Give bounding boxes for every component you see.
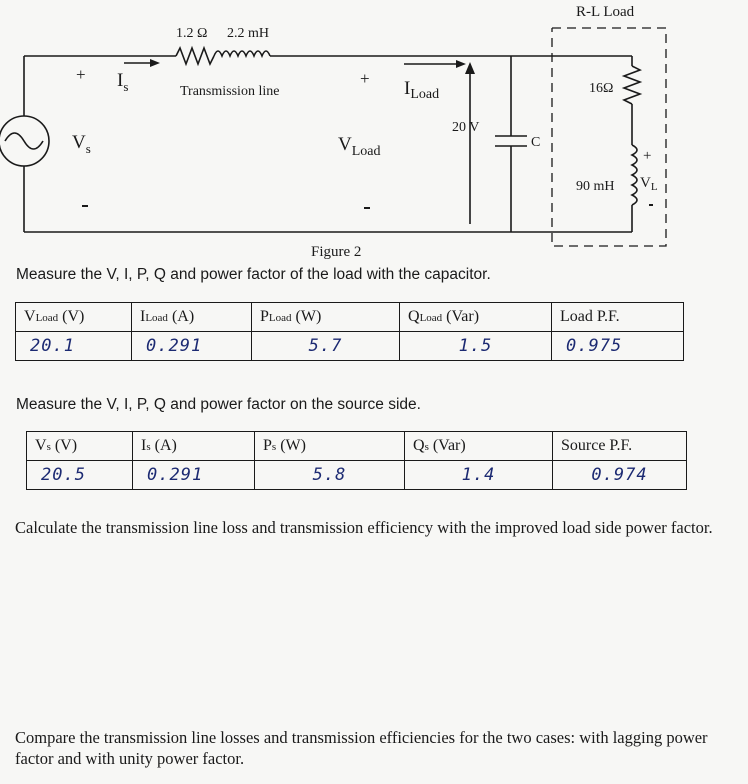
capacitor-label: C <box>531 135 541 150</box>
line-inductance-label: 2.2 mH <box>227 26 269 41</box>
header-p-load: PLoad (W) <box>252 303 400 332</box>
header-i-load: ILoad (A) <box>132 303 252 332</box>
value-q-s: 1.4 <box>405 461 553 490</box>
value-q-load: 1.5 <box>400 332 552 361</box>
header-q-load: QLoad (Var) <box>400 303 552 332</box>
header-q-s: Qs (Var) <box>405 432 553 461</box>
header-source-pf: Source P.F. <box>553 432 687 461</box>
load-inductance-label: 90 mH <box>576 179 615 194</box>
load-current-label: $I_{Load}$ <box>404 78 440 102</box>
source-table-header-row <box>27 432 687 461</box>
value-p-load: 5.7 <box>252 332 400 361</box>
source-voltage-label: $V_s$ <box>72 132 91 156</box>
header-p-s: Ps (W) <box>255 432 405 461</box>
source-plus: + <box>76 65 86 84</box>
load-table-header-row <box>16 303 684 332</box>
source-measure-instruction: Measure the V, I, P, Q and power factor on the source side. <box>16 396 421 413</box>
value-v-s: 20.5 <box>27 461 133 490</box>
value-source-pf: 0.974 <box>553 461 687 490</box>
load-voltage-label: $V_{Load}$ <box>338 134 381 159</box>
load-resistance-label: 16Ω <box>589 81 614 96</box>
header-v-s: Vs (V) <box>27 432 133 461</box>
header-i-s: Is (A) <box>133 432 255 461</box>
line-resistance-label: 1.2 Ω <box>176 26 208 41</box>
capacitor-voltage-label: 20 V <box>452 120 480 135</box>
vl-label: $V_L$ <box>640 175 658 193</box>
value-p-s: 5.8 <box>255 461 405 490</box>
value-i-s: 0.291 <box>133 461 255 490</box>
header-load-pf: Load P.F. <box>552 303 684 332</box>
source-current-label: $I_s$ <box>117 70 129 94</box>
line-inductor <box>214 51 270 56</box>
compare-question: Compare the transmission line losses and transmission efficiencies for the two cases: with lagging power factor and with unity power factor. <box>15 728 708 768</box>
load-plus: + <box>360 69 370 88</box>
value-load-pf: 0.975 <box>552 332 684 361</box>
source-table-value-row <box>27 461 687 490</box>
rl-load-title: R-L Load <box>576 4 635 20</box>
value-i-load: 0.291 <box>132 332 252 361</box>
line-resistor <box>176 48 214 64</box>
calculate-question: Calculate the transmission line loss and transmission efficiency with the improved load side power factor. <box>15 518 713 537</box>
load-measurement-table <box>15 302 684 361</box>
value-v-load: 20.1 <box>16 332 132 361</box>
header-v-load: VLoad (V) <box>16 303 132 332</box>
circuit-diagram <box>0 0 748 262</box>
rl-load-box <box>552 28 666 246</box>
load-measure-instruction: Measure the V, I, P, Q and power factor of the load with the capacitor. <box>16 266 491 283</box>
load-resistor <box>624 66 640 104</box>
source-measurement-table <box>26 431 687 490</box>
vl-plus: + <box>643 148 652 164</box>
load-table-value-row <box>16 332 684 361</box>
figure-caption: Figure 2 <box>311 244 362 260</box>
transmission-line-label: Transmission line <box>180 84 280 99</box>
load-inductor <box>632 145 637 205</box>
